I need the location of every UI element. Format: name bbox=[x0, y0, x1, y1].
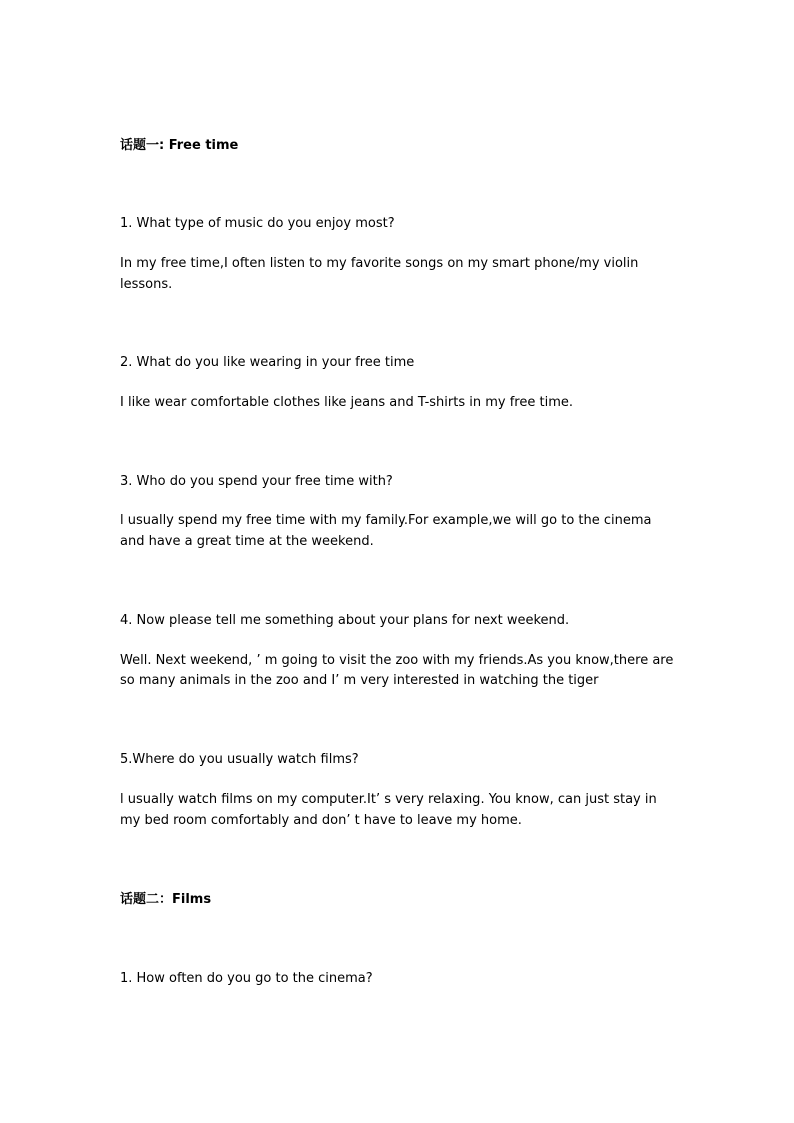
section-heading-films: 话题二：Films bbox=[120, 892, 212, 907]
question-2-wearing: 2. What do you like wearing in your free time bbox=[120, 355, 415, 370]
answer-3-line-1: l usually spend my free time with my family.For example,we will go to the cinema bbox=[120, 513, 652, 528]
answer-1-line-2: lessons. bbox=[120, 277, 173, 292]
question-3-spend-time: 3. Who do you spend your free time with? bbox=[120, 474, 393, 489]
question-films-1-cinema: 1. How often do you go to the cinema? bbox=[120, 971, 373, 986]
answer-3-line-2: and have a great time at the weekend. bbox=[120, 534, 374, 549]
answer-5-line-2: my bed room comfortably and don’ t have to leave my home. bbox=[120, 813, 522, 828]
answer-4-line-1: Well. Next weekend, ’ m going to visit the zoo with my friends.As you know,there are bbox=[120, 653, 674, 668]
question-5-watch-films: 5.Where do you usually watch films? bbox=[120, 752, 359, 767]
answer-4-line-2: so many animals in the zoo and I’ m very interested in watching the tiger bbox=[120, 673, 599, 688]
section-heading-free-time: 话题一: Free time bbox=[120, 138, 239, 153]
question-1-music: 1. What type of music do you enjoy most? bbox=[120, 216, 395, 231]
answer-5-line-1: l usually watch films on my computer.It’ s very relaxing. You know, can just stay in bbox=[120, 792, 657, 807]
answer-2-line-1: I like wear comfortable clothes like jeans and T-shirts in my free time. bbox=[120, 395, 573, 410]
question-4-plans: 4. Now please tell me something about your plans for next weekend. bbox=[120, 613, 570, 628]
answer-1-line-1: In my free time,I often listen to my favorite songs on my smart phone/my violin bbox=[120, 256, 639, 271]
